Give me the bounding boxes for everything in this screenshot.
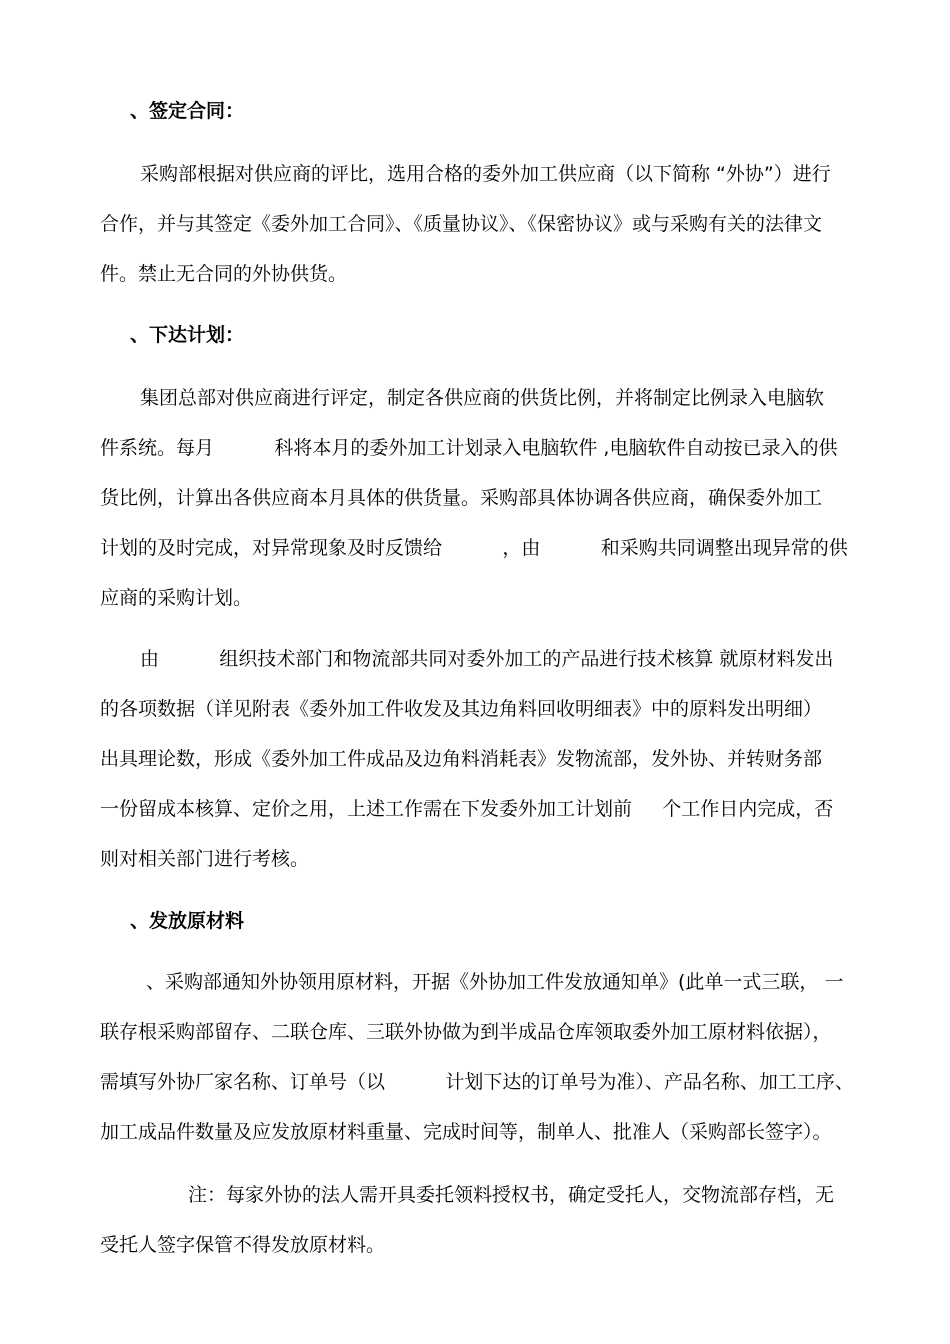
- paragraph-materials: [100, 957, 854, 1157]
- paragraph-line: 计划的及时完成，对异常现象及时反馈给 ，由 和采购共同调整出现异常的供: [100, 537, 848, 559]
- section-heading-plan: 、下达计划：: [130, 324, 245, 346]
- paragraph-line: 一份留成本核算、定价之用，上述工作需在下发委外加工计划前 个工作日内完成，否: [100, 798, 834, 820]
- section-heading-contract: 、签定合同：: [130, 100, 245, 122]
- paragraph-contract: [100, 149, 842, 299]
- paragraph-line: 采购部根据对供应商的评比，选用合格的委外加工供应商（以下简称 “外协”）进行: [140, 163, 831, 185]
- paragraph-line: 加工成品件数量及应发放原材料重量、完成时间等，制单人、批准人（采购部长签字）。: [100, 1121, 832, 1143]
- section-heading-materials: 、发放原材料: [130, 910, 245, 932]
- paragraph-plan-1: [100, 373, 848, 623]
- paragraph-line: 需填写外协厂家名称、订单号（以 计划下达的订单号为准）、产品名称、加工工序、: [100, 1071, 854, 1093]
- paragraph-line: 、采购部通知外协领用原材料，开据《外协加工件发放通知单》(此单一式三联， 一: [146, 971, 844, 993]
- paragraph-line: 的各项数据（详见附表《委外加工件收发及其边角料回收明细表》中的原料发出明细）: [100, 698, 823, 720]
- paragraph-line: 出具理论数，形成《委外加工件成品及边角料消耗表》发物流部，发外协、并转财务部: [100, 748, 823, 770]
- paragraph-line: 联存根采购部留存、二联仓库、三联外协做为到半成品仓库领取委外加工原材料依据），: [100, 1021, 832, 1043]
- note-line: 受托人签字保管不得发放原材料。: [100, 1234, 386, 1256]
- paragraph-plan-2: [100, 634, 842, 884]
- paragraph-line: 由 组织技术部门和物流部共同对委外加工的产品进行技术核算 就原材料发出: [140, 648, 834, 670]
- paragraph-line: 件。禁止无合同的外协供货。: [100, 263, 348, 285]
- note-line: 注：每家外协的法人需开具委托领料授权书，确定受托人，交物流部存档，无: [188, 1184, 835, 1206]
- paragraph-note: [100, 1170, 842, 1270]
- paragraph-line: 集团总部对供应商进行评定，制定各供应商的供货比例，并将制定比例录入电脑软: [140, 387, 825, 409]
- paragraph-line: 件系统。每月 科将本月的委外加工计划录入电脑软件 ,电脑软件自动按已录入的供: [100, 437, 838, 459]
- paragraph-line: 合作，并与其签定《委外加工合同》、《质量协议》、《保密协议》或与采购有关的法律文: [100, 213, 823, 235]
- paragraph-line: 则对相关部门进行考核。: [100, 848, 310, 870]
- paragraph-line: 货比例，计算出各供应商本月具体的供货量。采购部具体协调各供应商，确保委外加工: [100, 487, 823, 509]
- paragraph-line: 应商的采购计划。: [100, 587, 253, 609]
